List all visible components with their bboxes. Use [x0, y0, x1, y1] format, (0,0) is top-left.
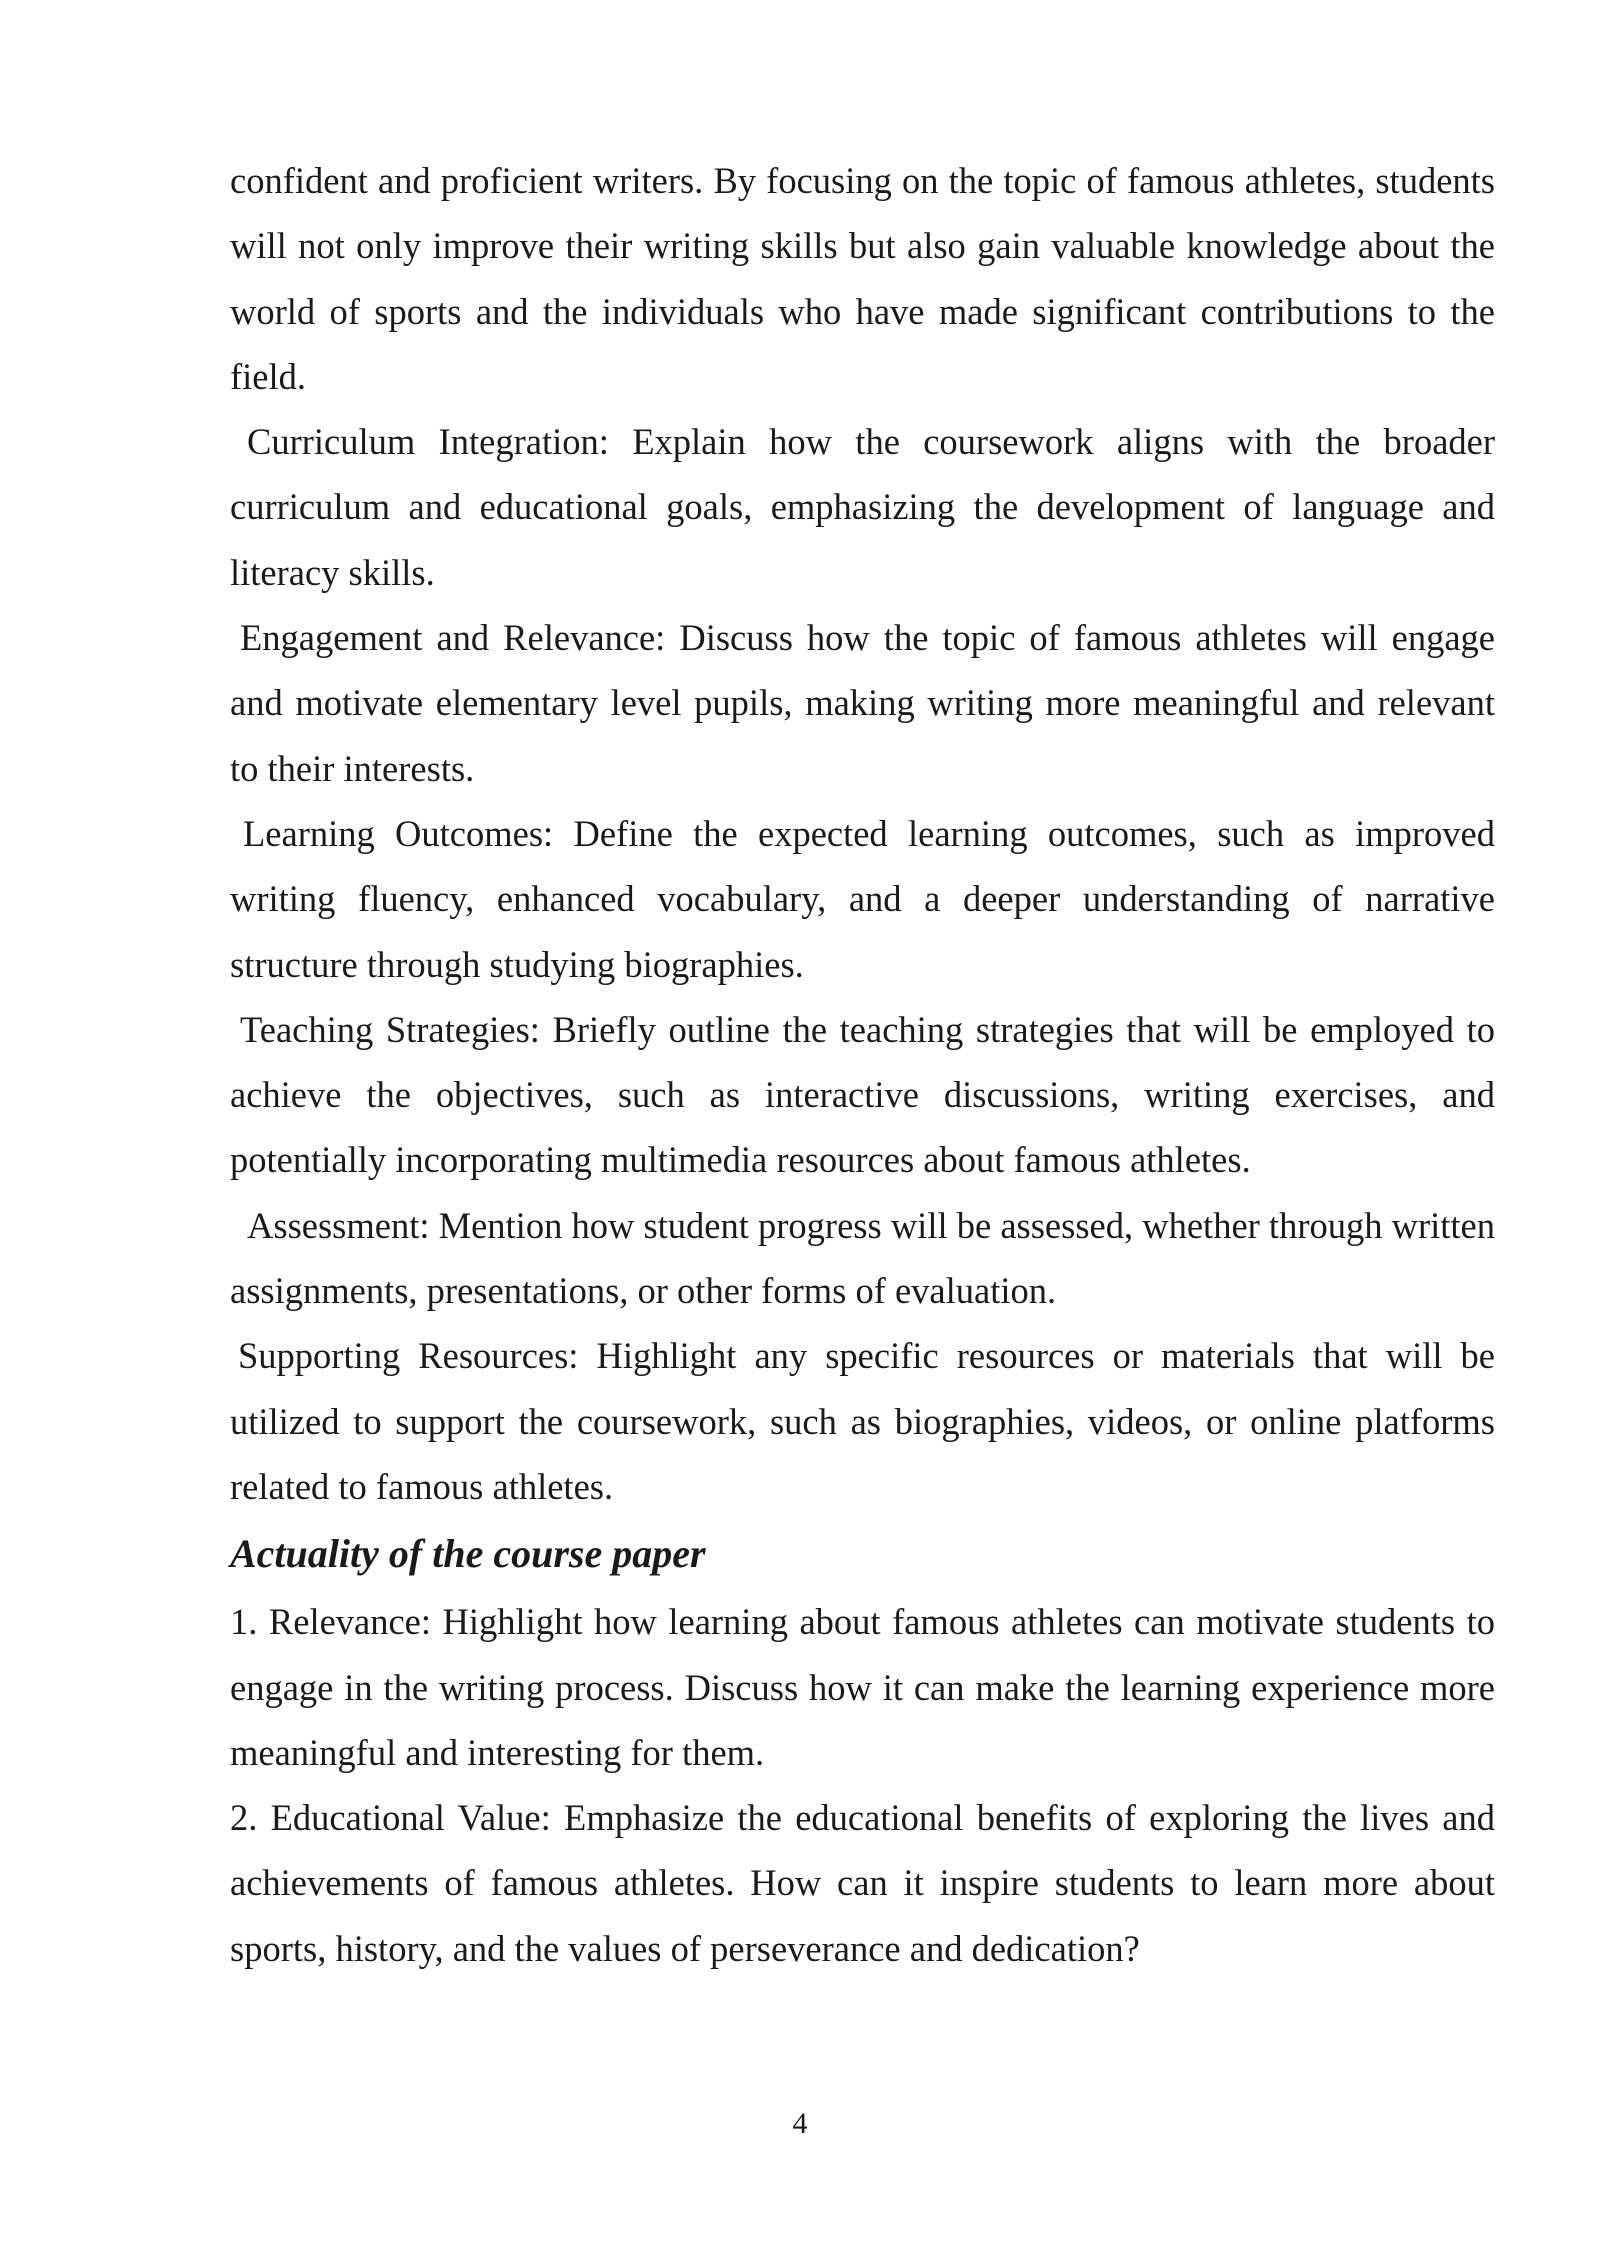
paragraph-teaching-strategies: Teaching Strategies: Briefly outline the teaching strategies that will be employed to achieve the objectives, such as interactive discussions, writing exercises, and potentially incorporating multimedia resources about famous athletes. — [230, 1008, 1495, 1181]
paragraph-curriculum-integration: Curriculum Integration: Explain how the coursework aligns with the broader curriculum and educational goals, emphasizing the development of language and literacy skills. — [230, 421, 1495, 593]
paragraph-assessment: Assessment: Mention how student progress will be assessed, whether through written assignments, presentations, or other forms of evaluation. — [230, 1204, 1495, 1312]
paragraph-intro-continuation: confident and proficient writers. By focusing on the topic of famous athletes, students will not only improve their writing skills but also gain valuable knowledge about the world of sports and the individuals who have made significant contributions to the field. — [230, 160, 1495, 397]
section-heading: Actuality of the course paper — [230, 1531, 706, 1577]
paragraph-engagement-relevance: Engagement and Relevance: Discuss how the topic of famous athletes will engage and motivate elementary level pupils, making writing more meaningful and relevant to their interests. — [230, 617, 1495, 789]
body-text — [230, 148, 1495, 1981]
paragraph-supporting-resources: Supporting Resources: Highlight any specific resources or materials that will be utilized to support the coursework, such as biographies, videos, or online platforms related to famous athletes. — [230, 1335, 1495, 1507]
list-item-relevance: 1. Relevance: Highlight how learning about famous athletes can motivate students to engage in the writing process. Discuss how it can make the learning experience more meaningful and interesting for them. — [230, 1601, 1495, 1773]
list-item-educational-value: 2. Educational Value: Emphasize the educational benefits of exploring the lives and achievements of famous athletes. How can it inspire students to learn more about sports, history, and the values of perseverance and dedication? — [230, 1797, 1495, 1969]
paragraph-learning-outcomes: Learning Outcomes: Define the expected learning outcomes, such as improved writing fluency, enhanced vocabulary, and a deeper understanding of narrative structure through studying biographies. — [230, 812, 1495, 985]
page-number: 4 — [792, 2107, 808, 2140]
